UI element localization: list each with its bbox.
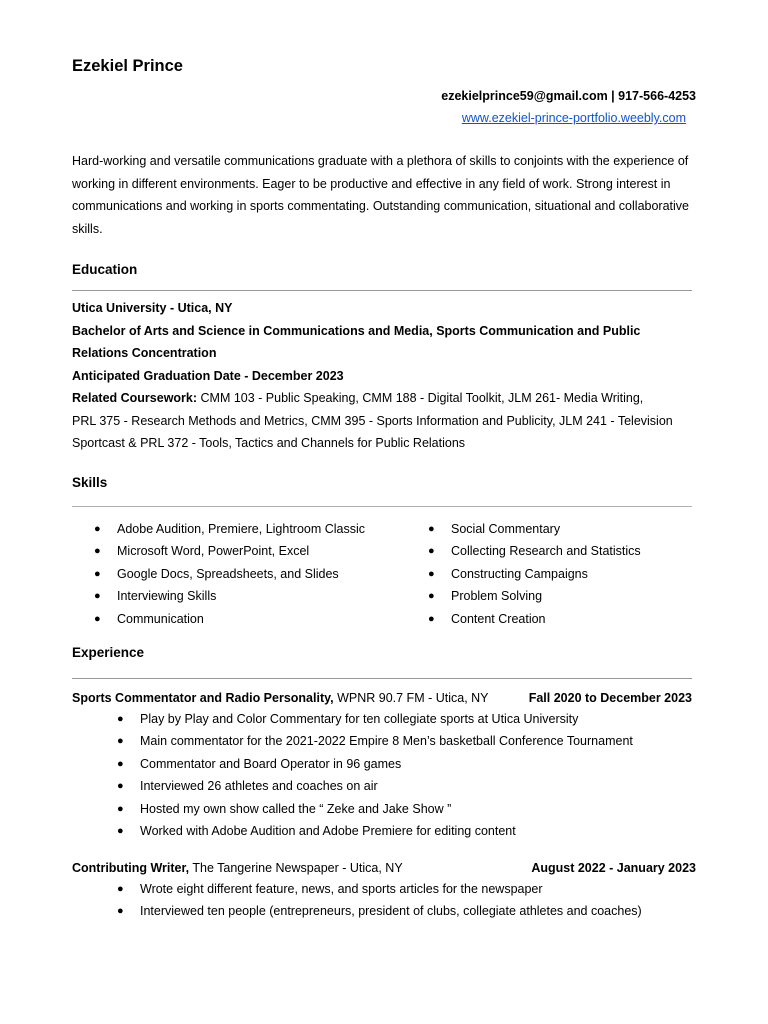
education-divider [72,290,692,291]
coursework-label: Related Coursework: [72,391,198,405]
list-item [72,775,696,797]
summary-line: working in different environments. Eager to be productive and effective in any field of work. Strong interest in [72,176,671,191]
bullet-text: Play by Play and Color Commentary for ten collegiate sports at Utica University [140,712,579,726]
skill-label: Interviewing Skills [117,589,217,604]
skill-label: Communication [117,611,204,626]
school: Utica University - Utica, NY [72,301,233,315]
skills-heading: Skills [72,475,108,490]
bullet-icon: ● [117,905,124,918]
list-item [72,753,696,775]
contact-line: ezekielprince59@gmail.com | 917-566-4253 [441,89,696,103]
education-section [72,297,692,455]
skill-label: Constructing Campaigns [451,566,588,581]
bullet-icon: ● [117,757,124,770]
degree-line: Bachelor of Arts and Science in Communications and Media, Sports Communication and Public [72,323,641,338]
bullet-text: Wrote eight different feature, news, and sports articles for the newspaper [140,882,543,896]
coursework-text: CMM 103 - Public Speaking, CMM 188 - Digital Toolkit, JLM 261- Media Writing, [197,391,644,405]
list-item [72,900,696,922]
skill-label: Microsoft Word, PowerPoint, Excel [117,544,310,559]
bullet-icon: ● [117,713,124,725]
job-org: The Tangerine Newspaper - Utica, NY [189,861,403,875]
summary-line: skills. [72,221,103,236]
bullet-icon: ● [94,545,101,558]
bullet-icon: ● [428,590,435,603]
bullet-text: Interviewed 26 athletes and coaches on air [140,779,378,794]
education-heading: Education [72,262,138,277]
skill-item [72,585,406,607]
summary-line: communications and working in sports commentating. Outstanding communication, situational and collaborative [72,199,689,214]
graduation-date: Anticipated Graduation Date - December 2023 [72,368,344,383]
skill-label: Adobe Audition, Premiere, Lightroom Classic [117,522,366,536]
skills-divider [72,506,692,507]
job-entry [72,858,696,923]
summary [72,150,696,240]
bullet-icon: ● [428,523,435,535]
portfolio-link[interactable]: www.ezekiel-prince-portfolio.weebly.com [461,111,686,125]
bullet-icon: ● [94,567,101,580]
skills-section [72,518,696,630]
list-item [72,798,696,820]
bullet-icon: ● [117,824,124,837]
skill-item [72,540,406,562]
job-role: Sports Commentator and Radio Personality, [72,691,334,705]
candidate-name: Ezekiel Prince [72,57,183,75]
bullet-icon: ● [428,545,435,558]
bullet-icon: ● [117,780,124,793]
bullet-text: Commentator and Board Operator in 96 games [140,756,402,771]
skill-item [406,608,641,630]
job-dates: August 2022 - January 2023 [531,861,696,875]
bullet-text: Interviewed ten people (entrepreneurs, president of clubs, collegiate athletes and coaches) [140,904,642,919]
skill-item [72,563,406,585]
skill-item [406,585,641,607]
list-item [72,708,696,730]
list-item [72,878,696,900]
experience-heading: Experience [72,645,145,660]
bullet-icon: ● [117,883,124,895]
skill-label: Problem Solving [451,589,543,604]
bullet-icon: ● [428,567,435,580]
job-entry [72,688,696,842]
summary-line: Hard-working and versatile communications graduate with a plethora of skills to conjoints with the experience of [72,154,689,168]
bullet-text: Hosted my own show called the “ Zeke and Jake Show ” [140,801,452,816]
skill-label: Social Commentary [451,522,561,536]
skill-item [406,563,641,585]
bullet-icon: ● [428,612,435,625]
bullet-icon: ● [94,590,101,603]
bullet-icon: ● [94,612,101,625]
bullet-icon: ● [117,802,124,815]
list-item [72,730,696,752]
bullet-text: Worked with Adobe Audition and Adobe Premiere for editing content [140,823,516,838]
job-header [72,688,696,708]
job-org: WPNR 90.7 FM - Utica, NY [333,691,489,705]
coursework-line [72,387,692,410]
skills-left-list [72,518,406,630]
bullet-icon: ● [117,735,124,748]
skill-label: Content Creation [451,611,546,626]
bullet-icon: ● [94,523,101,535]
skill-item [72,608,406,630]
skill-item [406,518,641,540]
skills-right-list [406,518,641,630]
job-bullets [72,878,696,923]
job-role: Contributing Writer, [72,861,190,875]
skill-label: Collecting Research and Statistics [451,544,641,559]
job-bullets [72,708,696,842]
coursework-line: PRL 375 - Research Methods and Metrics, CMM 395 - Sports Information and Publicity, JLM 241 - Television [72,413,673,428]
bullet-text: Main commentator for the 2021-2022 Empire 8 Men’s basketball Conference Tournament [140,734,633,749]
experience-divider [72,678,692,679]
skill-item [406,540,641,562]
degree-line: Relations Concentration [72,346,217,360]
job-header [72,858,696,878]
coursework-line: Sportcast & PRL 372 - Tools, Tactics and Channels for Public Relations [72,436,466,450]
skill-label: Google Docs, Spreadsheets, and Slides [117,566,339,581]
job-dates: Fall 2020 to December 2023 [528,691,692,705]
list-item [72,820,696,842]
skill-item [72,518,406,540]
